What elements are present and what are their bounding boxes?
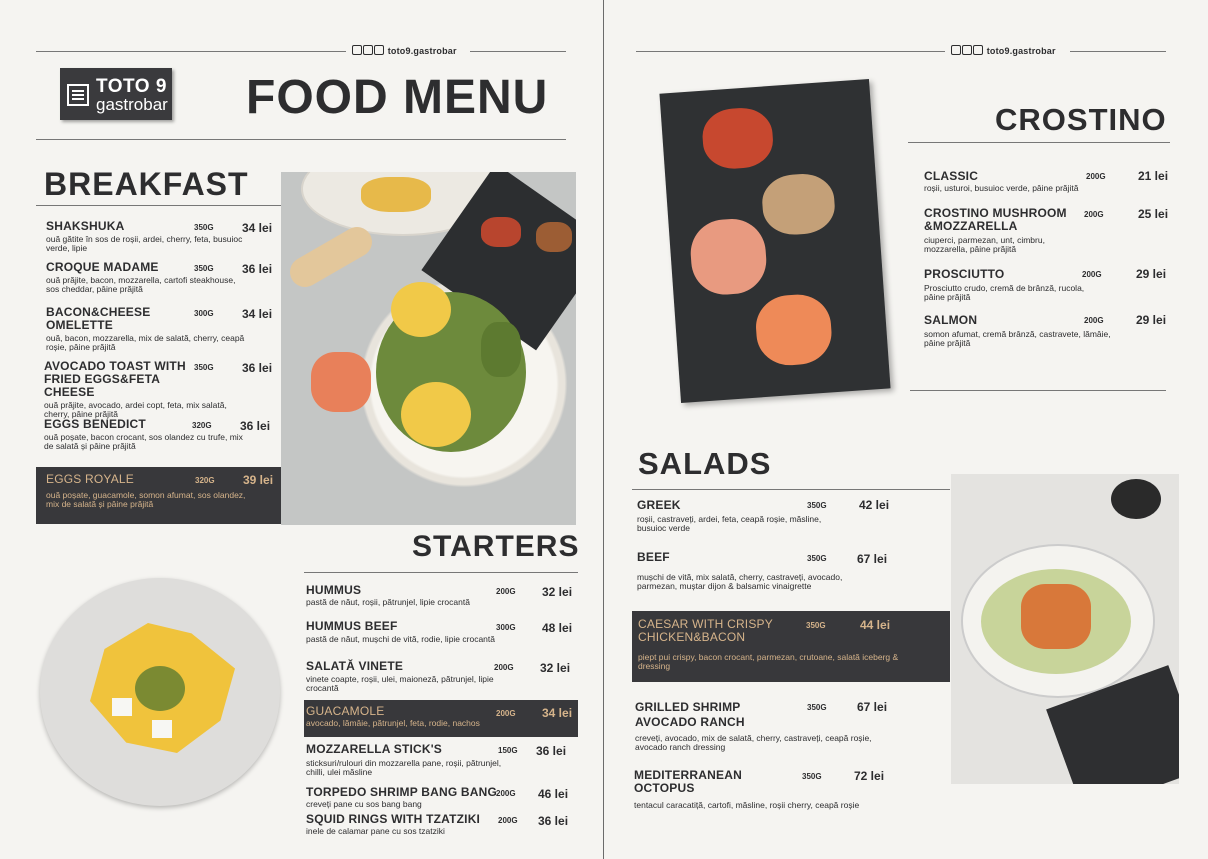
item-desc: ouă gătite în sos de roșii, ardei, cherry, feta, busuioc verde, lipie bbox=[46, 234, 243, 253]
item-price: 48 lei bbox=[542, 621, 573, 635]
item-price: 25 lei bbox=[1138, 207, 1169, 221]
item-name: AVOCADO TOAST WITH FRIED EGGS&FETA CHEESE bbox=[44, 359, 186, 399]
item-weight: 320G bbox=[195, 476, 215, 485]
social-handle-text: toto9.gastrobar bbox=[387, 46, 457, 56]
menu-item-prosciutto bbox=[924, 268, 1170, 302]
item-name: SALATĂ VINETE bbox=[306, 659, 404, 673]
logo-line2: gastrobar bbox=[96, 95, 168, 114]
menu-item-croque-madame bbox=[46, 261, 282, 294]
menu-item-salata-vinete bbox=[306, 660, 578, 693]
item-price: 46 lei bbox=[538, 787, 569, 801]
breakfast-title: BREAKFAST bbox=[44, 166, 249, 202]
instagram-icon bbox=[962, 45, 972, 55]
item-price: 36 lei bbox=[536, 744, 567, 758]
item-desc: ciuperci, parmezan, unt, cimbru, mozzarella, pâine prăjită bbox=[924, 235, 1045, 254]
menu-item-crostino-mushroom bbox=[924, 207, 1170, 254]
page-spine bbox=[603, 0, 604, 859]
social-handle-text: toto9.gastrobar bbox=[986, 46, 1056, 56]
item-name: SALMON bbox=[924, 313, 978, 327]
top-rule-right bbox=[636, 51, 945, 52]
item-desc: piept pui crispy, bacon crocant, parmezan, crutoane, salată iceberg & dressing bbox=[638, 652, 899, 671]
top-rule-left-2 bbox=[470, 51, 566, 52]
item-weight: 300G bbox=[194, 309, 214, 318]
item-name: SQUID RINGS WITH TZATZIKI bbox=[306, 812, 481, 826]
menu-item-hummus-beef bbox=[306, 620, 578, 644]
menu-item-grilled-shrimp bbox=[635, 700, 937, 752]
menu-item-salmon bbox=[924, 314, 1170, 348]
item-name: GRILLED SHRIMP AVOCADO RANCH bbox=[635, 700, 745, 729]
item-desc: roșii, usturoi, busuioc verde, pâine prăjită bbox=[924, 183, 1079, 193]
salads-rule bbox=[632, 489, 950, 490]
title-rule bbox=[36, 139, 566, 140]
item-weight: 350G bbox=[194, 363, 214, 372]
item-price: 36 lei bbox=[538, 814, 569, 828]
top-rule-left bbox=[36, 51, 346, 52]
item-desc: ouă, bacon, mozzarella, mix de salată, cherry, ceapă roșie, pâine prăjită bbox=[46, 333, 245, 352]
social-handle-left bbox=[352, 45, 457, 56]
item-desc: Prosciutto crudo, cremă de brânză, rucola, pâine prăjită bbox=[924, 283, 1085, 302]
item-price: 42 lei bbox=[859, 498, 890, 512]
item-name: PROSCIUTTO bbox=[924, 267, 1005, 281]
item-name: GUACAMOLE bbox=[306, 704, 385, 718]
item-name: CROSTINO MUSHROOM &MOZZARELLA bbox=[924, 206, 1067, 233]
menu-item-mozzarella-sticks bbox=[306, 743, 578, 777]
item-weight: 200G bbox=[494, 663, 514, 672]
item-price: 34 lei bbox=[242, 221, 273, 235]
starters-title: STARTERS bbox=[412, 530, 580, 563]
item-name: CROQUE MADAME bbox=[46, 260, 159, 274]
item-weight: 200G bbox=[1084, 210, 1104, 219]
item-price: 72 lei bbox=[854, 769, 885, 783]
item-desc: ouă prăjite, avocado, ardei copt, feta, mix salată, cherry, pâine prăjită bbox=[44, 400, 227, 419]
item-desc: mușchi de vită, mix salată, cherry, castraveți, avocado, parmezan, muștar dijon & balsamic vinaigrette bbox=[637, 572, 843, 591]
top-rule-right-2 bbox=[1070, 51, 1166, 52]
item-name: BEEF bbox=[637, 550, 670, 564]
item-price: 34 lei bbox=[542, 706, 573, 720]
item-desc: ouă poșate, guacamole, somon afumat, sos olandez, mix de salată și pâine prăjită bbox=[46, 490, 246, 509]
tiktok-icon bbox=[374, 45, 384, 55]
item-price: 29 lei bbox=[1136, 313, 1167, 327]
page-title: FOOD MENU bbox=[246, 71, 549, 124]
item-price: 29 lei bbox=[1136, 267, 1167, 281]
item-desc: sticksuri/rulouri din mozzarella pane, roșii, pătrunjel, chilli, ulei măsline bbox=[306, 758, 502, 777]
breakfast-rule bbox=[36, 205, 282, 206]
social-handle-right bbox=[951, 45, 1056, 56]
item-desc: ouă prăjite, bacon, mozzarella, cartofi steakhouse, sos cheddar, pâine prăjită bbox=[46, 275, 236, 294]
item-price: 34 lei bbox=[242, 307, 273, 321]
item-weight: 300G bbox=[496, 623, 516, 632]
item-weight: 200G bbox=[498, 816, 518, 825]
logo bbox=[60, 68, 172, 120]
item-price: 44 lei bbox=[860, 618, 891, 632]
menu-item-greek bbox=[637, 499, 937, 533]
item-desc: somon afumat, cremă brânză, castravete, lămâie, pâine prăjită bbox=[924, 329, 1111, 348]
menu-item-mediterranean-octopus bbox=[634, 769, 937, 810]
item-desc: inele de calamar pane cu sos tzatziki bbox=[306, 826, 445, 836]
item-weight: 350G bbox=[807, 554, 827, 563]
item-weight: 200G bbox=[496, 789, 516, 798]
item-price: 39 lei bbox=[243, 473, 274, 487]
salads-title: SALADS bbox=[638, 446, 772, 481]
item-name: BACON&CHEESE OMELETTE bbox=[46, 305, 151, 332]
crostino-photo bbox=[659, 79, 890, 403]
item-desc: ouă poșate, bacon crocant, sos olandez cu trufe, mix de salată și pâine prăjită bbox=[44, 432, 243, 451]
item-name: MEDITERRANEAN OCTOPUS bbox=[634, 768, 742, 795]
menu-item-hummus bbox=[306, 584, 578, 607]
item-weight: 320G bbox=[192, 421, 212, 430]
item-weight: 150G bbox=[498, 746, 518, 755]
item-desc: creveți, avocado, mix de salată, cherry, castraveți, ceapă roșie, avocado ranch dressing bbox=[635, 733, 872, 752]
instagram-icon bbox=[363, 45, 373, 55]
item-price: 36 lei bbox=[240, 419, 271, 433]
item-price: 36 lei bbox=[242, 262, 273, 276]
breakfast-photo bbox=[281, 172, 576, 525]
item-desc: pastă de năut, roșii, pătrunjel, lipie crocantă bbox=[306, 597, 470, 607]
item-weight: 200G bbox=[496, 587, 516, 596]
item-price: 36 lei bbox=[242, 361, 273, 375]
logo-line1: TOTO 9 bbox=[96, 76, 167, 97]
item-weight: 200G bbox=[1086, 172, 1106, 181]
item-name: CLASSIC bbox=[924, 169, 979, 183]
tiktok-icon bbox=[973, 45, 983, 55]
facebook-icon bbox=[352, 45, 362, 55]
item-name: MOZZARELLA STICK'S bbox=[306, 742, 442, 756]
crostino-title: CROSTINO bbox=[995, 102, 1167, 137]
item-weight: 350G bbox=[802, 772, 822, 781]
crostino-bottom-rule bbox=[910, 390, 1166, 391]
item-desc: vinete coapte, roșii, ulei, maioneză, pătrunjel, lipie crocantă bbox=[306, 674, 494, 693]
item-weight: 350G bbox=[806, 621, 826, 630]
facebook-icon bbox=[951, 45, 961, 55]
item-desc: pastă de năut, mușchi de vită, rodie, lipie crocantă bbox=[306, 634, 495, 644]
item-weight: 200G bbox=[1082, 270, 1102, 279]
starters-rule bbox=[304, 572, 578, 573]
menu-item-beef-salad bbox=[637, 551, 937, 591]
item-weight: 200G bbox=[496, 709, 516, 718]
menu-item-eggs-royale bbox=[36, 467, 281, 524]
menu-item-bacon-cheese-omelette bbox=[46, 306, 282, 352]
item-desc: tentacul caracatiță, cartofi, măsline, roșii cherry, ceapă roșie bbox=[634, 800, 860, 810]
item-desc: avocado, lămâie, pătrunjel, feta, rodie, nachos bbox=[306, 718, 480, 728]
item-name: GREEK bbox=[637, 498, 681, 512]
item-name: HUMMUS BEEF bbox=[306, 619, 398, 633]
menu-item-squid-rings bbox=[306, 813, 578, 836]
item-name: TORPEDO SHRIMP BANG BANG bbox=[306, 785, 498, 799]
item-price: 21 lei bbox=[1138, 169, 1169, 183]
menu-item-torpedo-shrimp bbox=[306, 786, 578, 809]
menu-item-shakshuka bbox=[46, 220, 282, 253]
salad-photo bbox=[951, 474, 1179, 784]
menu-item-guacamole bbox=[304, 700, 578, 737]
item-name: SHAKSHUKA bbox=[46, 219, 125, 233]
menu-item-avocado-toast bbox=[44, 360, 282, 419]
item-desc: roșii, castraveți, ardei, feta, ceapă roșie, măsline, busuioc verde bbox=[637, 514, 822, 533]
item-weight: 350G bbox=[807, 703, 827, 712]
menu-item-caesar bbox=[632, 611, 950, 682]
menu-item-classic bbox=[924, 170, 1170, 193]
logo-mark-icon bbox=[67, 84, 89, 106]
item-price: 32 lei bbox=[540, 661, 571, 675]
item-price: 32 lei bbox=[542, 585, 573, 599]
item-weight: 350G bbox=[194, 223, 214, 232]
item-name: EGGS ROYALE bbox=[46, 472, 135, 486]
item-desc: creveți pane cu sos bang bang bbox=[306, 799, 422, 809]
item-weight: 350G bbox=[194, 264, 214, 273]
item-name: HUMMUS bbox=[306, 583, 362, 597]
guacamole-photo bbox=[40, 578, 280, 806]
crostino-rule bbox=[908, 142, 1170, 143]
item-price: 67 lei bbox=[857, 700, 888, 714]
item-name: EGGS BENEDICT bbox=[44, 417, 146, 431]
item-weight: 200G bbox=[1084, 316, 1104, 325]
item-price: 67 lei bbox=[857, 552, 888, 566]
menu-item-eggs-benedict bbox=[44, 418, 282, 451]
item-name: CAESAR WITH CRISPY CHICKEN&BACON bbox=[638, 617, 773, 644]
item-weight: 350G bbox=[807, 501, 827, 510]
